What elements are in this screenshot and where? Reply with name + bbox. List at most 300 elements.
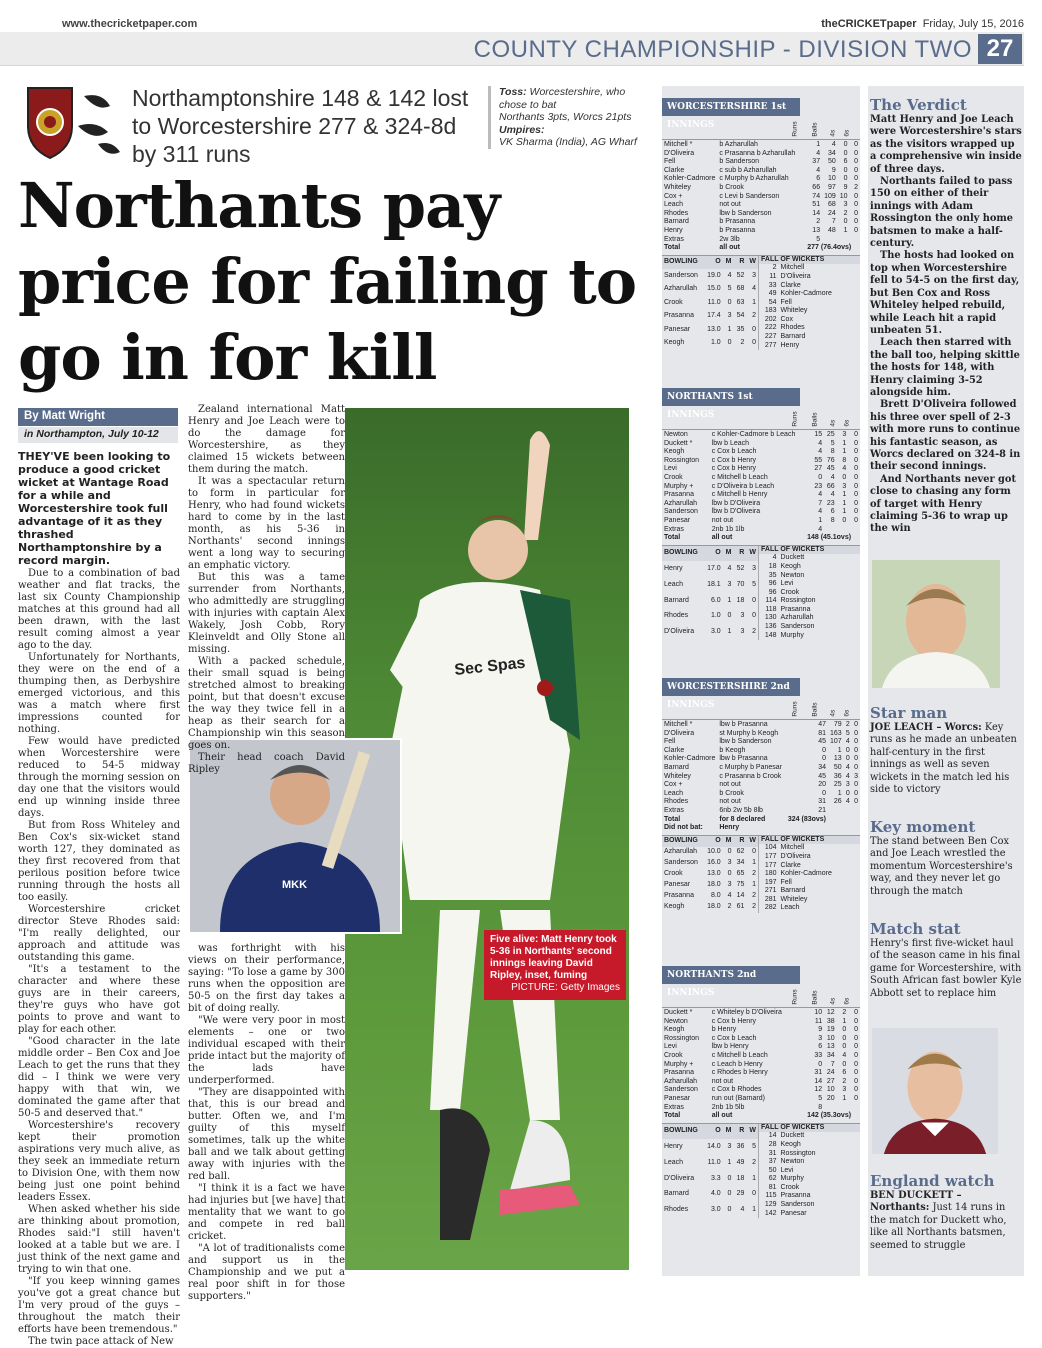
bowling-row [662, 269, 758, 283]
batting-row [662, 500, 860, 509]
key-moment-text: The stand between Ben Cox and Joe Leach wrestled the momentum Worcestershire's way, and they never let go through the match [870, 836, 1013, 897]
bowling-cell: 3 [727, 881, 732, 889]
headline: Northants pay price for failing to go in for kill [18, 169, 637, 394]
sixes: 0 [854, 508, 858, 516]
fow-row [759, 264, 861, 273]
balls: 26 [833, 798, 842, 806]
verdict-paragraph: Matt Henry and Joe Leach were Worcestershire's stars as the visitors wrapped up a comprehensive win inside of three days. [870, 114, 1022, 175]
fow-batter: Crook [780, 588, 800, 596]
batting-row [662, 781, 860, 790]
article-paragraph: The twin pace attack of New [28, 1336, 174, 1347]
fow-batter: Levi [780, 1166, 794, 1174]
column-header: 6s [843, 130, 851, 137]
bowling-cell: 1 [752, 1206, 756, 1214]
runs: 0 [822, 755, 826, 763]
fow-score: 197 [764, 878, 777, 886]
bowling-cell: 5 [752, 1143, 756, 1151]
batting-row [662, 491, 860, 500]
fow-batter: Rossington [780, 1149, 816, 1157]
runs: 34 [818, 763, 826, 771]
batting-row [662, 764, 860, 773]
dismissal: not out [711, 516, 734, 524]
batter-name: Azharullah [664, 1077, 698, 1085]
column-header: Runs [791, 121, 799, 137]
dismissal: b Keogh [719, 746, 746, 754]
toss-label: Toss: [499, 86, 527, 98]
bowling-cell: Barnard [664, 596, 689, 604]
star-man-box [870, 704, 1022, 796]
fours: 1 [842, 491, 847, 499]
bowling-cell: D'Oliveira [664, 628, 695, 636]
fow-score: 142 [764, 1209, 777, 1217]
batter-name: Fell [664, 738, 676, 746]
batter-name: Extras [664, 1103, 684, 1111]
bowling-cell: 65 [736, 870, 745, 878]
bowling-cell: 4 [727, 271, 732, 279]
bowling-cell: 3 [727, 312, 732, 320]
dismissal: c Cox b Leach [711, 448, 757, 456]
runs: 14 [814, 1077, 823, 1085]
sixes: 0 [854, 218, 858, 226]
fow-batter: Sanderson [780, 623, 815, 631]
balls [828, 816, 844, 825]
column-header: 6s [843, 710, 851, 717]
bowling-cell: 18 [736, 596, 745, 604]
fow-batter: Duckett [780, 1132, 805, 1140]
article-paragraph: With a packed schedule, their small squad is being stretched almost to breaking point, but that doesn't excuse the way they twice fell in a heap as their search for a Championship win this season goes on. [188, 656, 345, 751]
dismissal: lbw b Leach [711, 439, 750, 447]
bowling-row [662, 1187, 758, 1203]
total-score: 148 (45.1ovs) [807, 534, 852, 542]
bowling-cell: 14 [736, 892, 745, 900]
bowling-cell: Panesar [664, 325, 691, 333]
bowling-cell: Barnard [664, 1190, 689, 1198]
dismissal: c Rhodes b Henry [711, 1069, 768, 1077]
bowling-cell: 8.0 [710, 892, 721, 900]
batting-row [662, 747, 860, 756]
column-header: Balls [811, 702, 819, 717]
article-paragraph: "We were very poor in most elements – one or two individual escaped with their pride intact but the majority of the lads have underperformed. [188, 1015, 346, 1086]
fow-header: FALL OF WICKETS [759, 546, 861, 555]
umpires-names: VK Sharma (India), AG Wharf [499, 136, 637, 148]
fow-score: 18 [768, 562, 777, 570]
fours: 0 [842, 1060, 847, 1068]
fours: 0 [842, 473, 847, 481]
photo-credit: PICTURE: Getty Images [511, 982, 620, 993]
runs: 4 [818, 525, 823, 533]
fow-score: 177 [764, 852, 777, 860]
batter-name: Newton [664, 431, 688, 438]
batting-row [662, 1052, 860, 1061]
batting-row [662, 1069, 860, 1078]
fow-score: 277 [764, 341, 777, 349]
sixes: 0 [854, 516, 858, 524]
bowling-cell: 3 [727, 580, 732, 588]
fow-batter: Levi [780, 580, 794, 588]
bowling-cell: 18.0 [707, 881, 721, 889]
column-header: 4s [829, 710, 837, 717]
bowling-row [662, 577, 758, 593]
fours: 4 [845, 763, 850, 771]
fow-header: FALL OF WICKETS [759, 256, 861, 265]
bowling-section [662, 1123, 860, 1219]
batting-row [662, 738, 860, 747]
fow-row [759, 1184, 861, 1193]
website-url[interactable]: www.thecricketpaper.com [62, 18, 198, 30]
sixes: 0 [854, 798, 858, 806]
bowling-cell: 0 [727, 870, 732, 878]
runs: 3 [818, 1034, 823, 1042]
runs: 0 [818, 1060, 823, 1068]
fours: 3 [842, 1086, 847, 1094]
batting-row [662, 773, 860, 782]
bowling-row [662, 880, 758, 891]
dismissal: c Prasanna b Crook [719, 772, 782, 780]
bowling-row [662, 869, 758, 880]
bowling-header-cell: R [733, 546, 746, 562]
batter-name: Kohler-Cadmore [664, 175, 716, 183]
balls: 10 [826, 1086, 835, 1094]
batting-row [662, 1078, 860, 1087]
column-header: 6s [843, 998, 851, 1005]
batting-row [662, 1009, 860, 1018]
dismissal: st Murphy b Keogh [719, 729, 779, 737]
fow-score: 281 [764, 895, 777, 903]
bowling-cell: 49 [736, 1158, 745, 1166]
masthead-date [821, 18, 1024, 30]
fow-row [759, 1192, 861, 1201]
runs: 12 [814, 1086, 823, 1094]
bowling-cell: 68 [736, 285, 745, 293]
bowling-cell: 0 [727, 339, 732, 347]
bowling-header [662, 1124, 758, 1140]
batting-row [662, 193, 860, 202]
batter-name: Keogh [664, 1026, 685, 1034]
bowling-cell: Rhodes [664, 1206, 689, 1214]
bowling-cell: 15.0 [707, 285, 721, 293]
runs: 0 [818, 473, 823, 481]
runs: 23 [814, 482, 823, 490]
fow-score: 54 [768, 298, 777, 306]
fours: 0 [843, 218, 848, 226]
total-detail: all out [719, 244, 740, 252]
fow-batter: Whiteley [780, 895, 808, 903]
batter-name: Duckett * [664, 1009, 693, 1016]
fow-row [759, 572, 861, 581]
batter-name: Barnard [664, 218, 689, 226]
fours: 0 [842, 1034, 847, 1042]
fours: 2 [842, 1009, 847, 1016]
fow-score: 4 [772, 554, 777, 562]
bowling-cell: 5 [727, 285, 732, 293]
bowling-cell: 3 [727, 1143, 732, 1151]
bowling-cell: 1.0 [710, 612, 721, 620]
batter-name: Keogh [664, 448, 685, 456]
bowling-cell: 3 [727, 859, 732, 867]
batter-name: Sanderson [664, 508, 698, 516]
fow-batter: Fell [780, 298, 792, 306]
bowling-cell: 34 [736, 859, 745, 867]
bowling-cell: 14.0 [707, 1143, 721, 1151]
sixes [852, 807, 860, 816]
fours: 0 [842, 516, 847, 524]
dismissal: c Cox b Henry [711, 456, 757, 464]
sixes: 0 [854, 781, 858, 789]
fow-batter: Sanderson [780, 1201, 815, 1209]
column-header: Balls [811, 990, 819, 1005]
bowling-table [662, 836, 758, 913]
fours [837, 1104, 849, 1113]
bowling-cell: Prasanna [664, 892, 694, 900]
batting-row [662, 474, 860, 483]
batting-row [662, 210, 860, 219]
bowling-cell: Sanderson [664, 271, 698, 279]
fow-row [759, 333, 861, 342]
balls: 4 [831, 141, 836, 148]
bowling-row [662, 609, 758, 625]
article-paragraph: But this was a tame surrender from Northants, who admittedly are struggling with injuries with captain Alex Wakely, Josh Cobb, Rory Kleinveldt and Olly Stone all missing. [188, 572, 345, 655]
total-score [786, 824, 860, 833]
runs: 4 [816, 166, 821, 174]
england-watch-text: Just 14 runs in the match for Duckett who, like all Northants batsmen, seemed to struggle [870, 1202, 1007, 1251]
bowling-section [662, 255, 860, 351]
fow-score: 136 [764, 623, 777, 631]
fow-batter: Clarke [780, 861, 801, 869]
sixes: 0 [854, 456, 858, 464]
batting-row [662, 440, 860, 449]
balls: 109 [824, 192, 836, 200]
bowling-cell: 1 [752, 1174, 756, 1182]
fow-row [759, 324, 861, 333]
fours: 0 [843, 175, 848, 183]
verdict-paragraph: Northants failed to pass 150 on either of their innings with Adam Rossington the only home batsmen to make a half-century. [870, 176, 1014, 250]
bowling-header [662, 256, 758, 270]
batting-row [662, 175, 860, 184]
bowling-section [662, 545, 860, 641]
fall-of-wickets [758, 546, 860, 641]
fow-score: 271 [764, 887, 777, 895]
dismissal: b Prasanna [719, 218, 756, 226]
column-header: Balls [811, 122, 819, 137]
bowling-cell: 2 [752, 870, 756, 878]
fow-score: 62 [768, 1175, 777, 1183]
umpires-label: Umpires: [499, 123, 545, 136]
bowling-cell: 18.0 [707, 903, 721, 911]
article-paragraph: Few would have predicted when Worcestershire were reduced to 54-5 midway through the morning session on day one that the visitors would end up winning inside three days. [18, 736, 180, 819]
fours: 0 [843, 141, 848, 148]
bowling-cell: Henry [664, 565, 683, 573]
bowling-row [662, 1171, 758, 1187]
fow-row [759, 597, 861, 606]
fow-score: 202 [764, 315, 777, 323]
fow-row [759, 1141, 861, 1150]
runs: 324 (83ovs) [787, 815, 826, 823]
balls: 1 [837, 789, 842, 797]
fow-row [759, 606, 861, 615]
fours: 1 [842, 499, 847, 507]
batter-name: Rossington [664, 1034, 700, 1042]
balls: 10 [826, 1034, 835, 1042]
batting-table [662, 431, 860, 543]
bowling-header-cell: M [723, 1124, 734, 1140]
bowling-cell: 63 [736, 298, 745, 306]
batter-name: Azharullah [664, 499, 698, 507]
article-paragraph: "It's a testament to the character and where these guys are in their careers, they're guys who have got points to prove and want to play for each other. [18, 964, 180, 1035]
fow-batter: Kohler-Cadmore [780, 870, 832, 878]
column-header: 4s [829, 130, 837, 137]
sixes: 0 [854, 1086, 858, 1094]
runs: 6 [816, 175, 821, 183]
dismissal: for 8 declared [719, 815, 766, 823]
bowling-cell: 1 [752, 859, 756, 867]
bowling-row [662, 1202, 758, 1218]
fall-of-wickets [758, 256, 860, 351]
verdict-text [870, 114, 1022, 536]
fow-row [759, 1175, 861, 1184]
batting-row [662, 730, 860, 739]
bowling-cell: Crook [664, 298, 683, 306]
bowling-cell: 16.0 [707, 859, 721, 867]
fow-row [759, 342, 861, 351]
batter-name: Crook [664, 1051, 683, 1059]
dismissal: c Mitchell b Leach [711, 1051, 768, 1059]
bowling-cell: 0 [752, 847, 756, 855]
fow-row [759, 282, 861, 291]
scorecard-title: NORTHANTS 2nd INNINGS [662, 966, 800, 984]
bowling-cell: 0 [727, 1190, 732, 1198]
sixes: 0 [854, 1026, 858, 1034]
article-column-2-bottom [188, 943, 346, 1302]
bowling-row [662, 858, 758, 869]
batter-name: Henry [664, 226, 683, 234]
dismissal: c Cox b Henry [711, 1017, 757, 1025]
fow-batter: Murphy [780, 1175, 804, 1183]
balls: 79 [833, 721, 842, 728]
fow-batter: Crook [780, 1183, 800, 1191]
batting-row [662, 790, 860, 799]
fours: 6 [843, 158, 848, 166]
balls: 5 [830, 439, 835, 447]
dismissal: not out [711, 1077, 734, 1085]
fow-row [759, 844, 861, 853]
runs: 66 [812, 183, 821, 191]
batter-name: Panesar [664, 1094, 691, 1102]
fow-score: 49 [768, 290, 777, 298]
scorecard-title: NORTHANTS 1st INNINGS [662, 388, 800, 406]
england-watch-title: England watch [870, 1172, 995, 1190]
balls: 48 [827, 226, 836, 234]
article-paragraph: "I think it is a fact we have had injuries but [we have] that mentality that we want to go and compete in red ball cricket. [188, 1183, 345, 1242]
balls: 23 [826, 499, 835, 507]
batting-row [662, 167, 860, 176]
bowling-row [662, 593, 758, 609]
byline: By Matt Wright [18, 408, 178, 426]
fall-of-wickets [758, 836, 860, 913]
batter-name: D'Oliveira [664, 729, 695, 737]
fow-batter: D'Oliveira [780, 272, 811, 280]
fow-row [759, 1150, 861, 1159]
fow-score: 14 [768, 1132, 777, 1140]
total-label: Total [664, 534, 681, 542]
dismissal: c Cox b Leach [711, 1034, 757, 1042]
article-column-1 [18, 450, 180, 1347]
column-header: 4s [829, 420, 837, 427]
sixes: 3 [854, 772, 858, 780]
bowling-header-cell: R [733, 836, 746, 847]
fours [844, 816, 852, 825]
star-man-name: JOE LEACH – Worcs: [870, 722, 982, 733]
article-paragraph: Unfortunately for Northants, they were on the end of a thumping then, as Derbyshire emerged victorious, and this was a match where first impressions counted for nothing. [18, 652, 180, 735]
batting-row [662, 1018, 860, 1027]
article-paragraph: It was a spectacular return to form in particular for Henry, who had found wickets hard to come by in the last month, as his 5-36 in Northants' second innings went a long way to securing an emphatic victory. [188, 476, 345, 571]
fow-score: 31 [768, 1149, 777, 1157]
batter-name: Rhodes [664, 798, 689, 806]
balls: 13 [833, 755, 842, 763]
fow-batter: Azharullah [780, 614, 814, 622]
sixes: 0 [854, 141, 858, 148]
total-label: Total [664, 1112, 681, 1120]
bowling-cell: 52 [736, 271, 745, 279]
fow-score: 35 [768, 571, 777, 579]
dismissal: lbw b D'Oliveira [711, 499, 761, 507]
balls: 27 [826, 1077, 835, 1085]
batter-name: Extras [664, 806, 684, 814]
fours: 4 [842, 1051, 847, 1059]
shirt-sponsor: Sec Spas [453, 654, 527, 679]
bowling-cell: 0 [752, 596, 756, 604]
bowling-cell: Crook [664, 870, 683, 878]
balls: 19 [826, 1026, 835, 1034]
bowling-cell: 0 [727, 847, 732, 855]
batting-row [662, 721, 860, 730]
fow-batter: Panesar [780, 1209, 807, 1217]
fow-row [759, 879, 861, 888]
bowling-header-cell: R [733, 1124, 746, 1140]
fow-score: 114 [765, 597, 777, 605]
dismissal: b Crook [719, 789, 744, 797]
balls: 13 [826, 1043, 835, 1051]
batting-table [662, 1009, 860, 1121]
total-score: 277 (76.4ovs) [807, 244, 852, 252]
balls [828, 807, 844, 816]
runs: 1 [816, 141, 821, 148]
sixes: 0 [854, 763, 858, 771]
bowling-row [662, 296, 758, 310]
fours: 5 [845, 729, 850, 737]
fow-header: FALL OF WICKETS [759, 836, 861, 845]
fow-batter: Clarke [780, 281, 801, 289]
match-stat-text: Henry's first five-wicket haul of the season came in his final game for Worcestershire, with South African fast bowler Kyle Abbott set to replace him [870, 938, 1022, 999]
bowling-cell: 0 [727, 1174, 732, 1182]
bowling-cell: Leach [664, 1158, 684, 1166]
bowling-cell: 4.0 [710, 1190, 721, 1198]
bowling-cell: Panesar [664, 881, 691, 889]
toss-points: Northants 3pts, Worcs 21pts [499, 111, 632, 123]
article-paragraph: "A lot of traditionalists come and support us in the Championship and we put a real poor shift in for those supporters." [188, 1243, 345, 1302]
batter-name: Rhodes [664, 209, 689, 217]
fours [838, 236, 850, 245]
bowling-cell: 1 [727, 628, 732, 636]
batter-name: Leach [664, 201, 684, 209]
balls: 76 [826, 456, 835, 464]
total-detail: Henry [719, 824, 740, 832]
fours: 6 [842, 1069, 847, 1077]
batter-name: Whiteley [664, 772, 691, 780]
bowling-cell: 1 [727, 325, 732, 333]
bowling-cell: 4 [752, 285, 756, 293]
runs: 4 [818, 448, 823, 456]
dismissal: b Prasanna [719, 226, 756, 234]
